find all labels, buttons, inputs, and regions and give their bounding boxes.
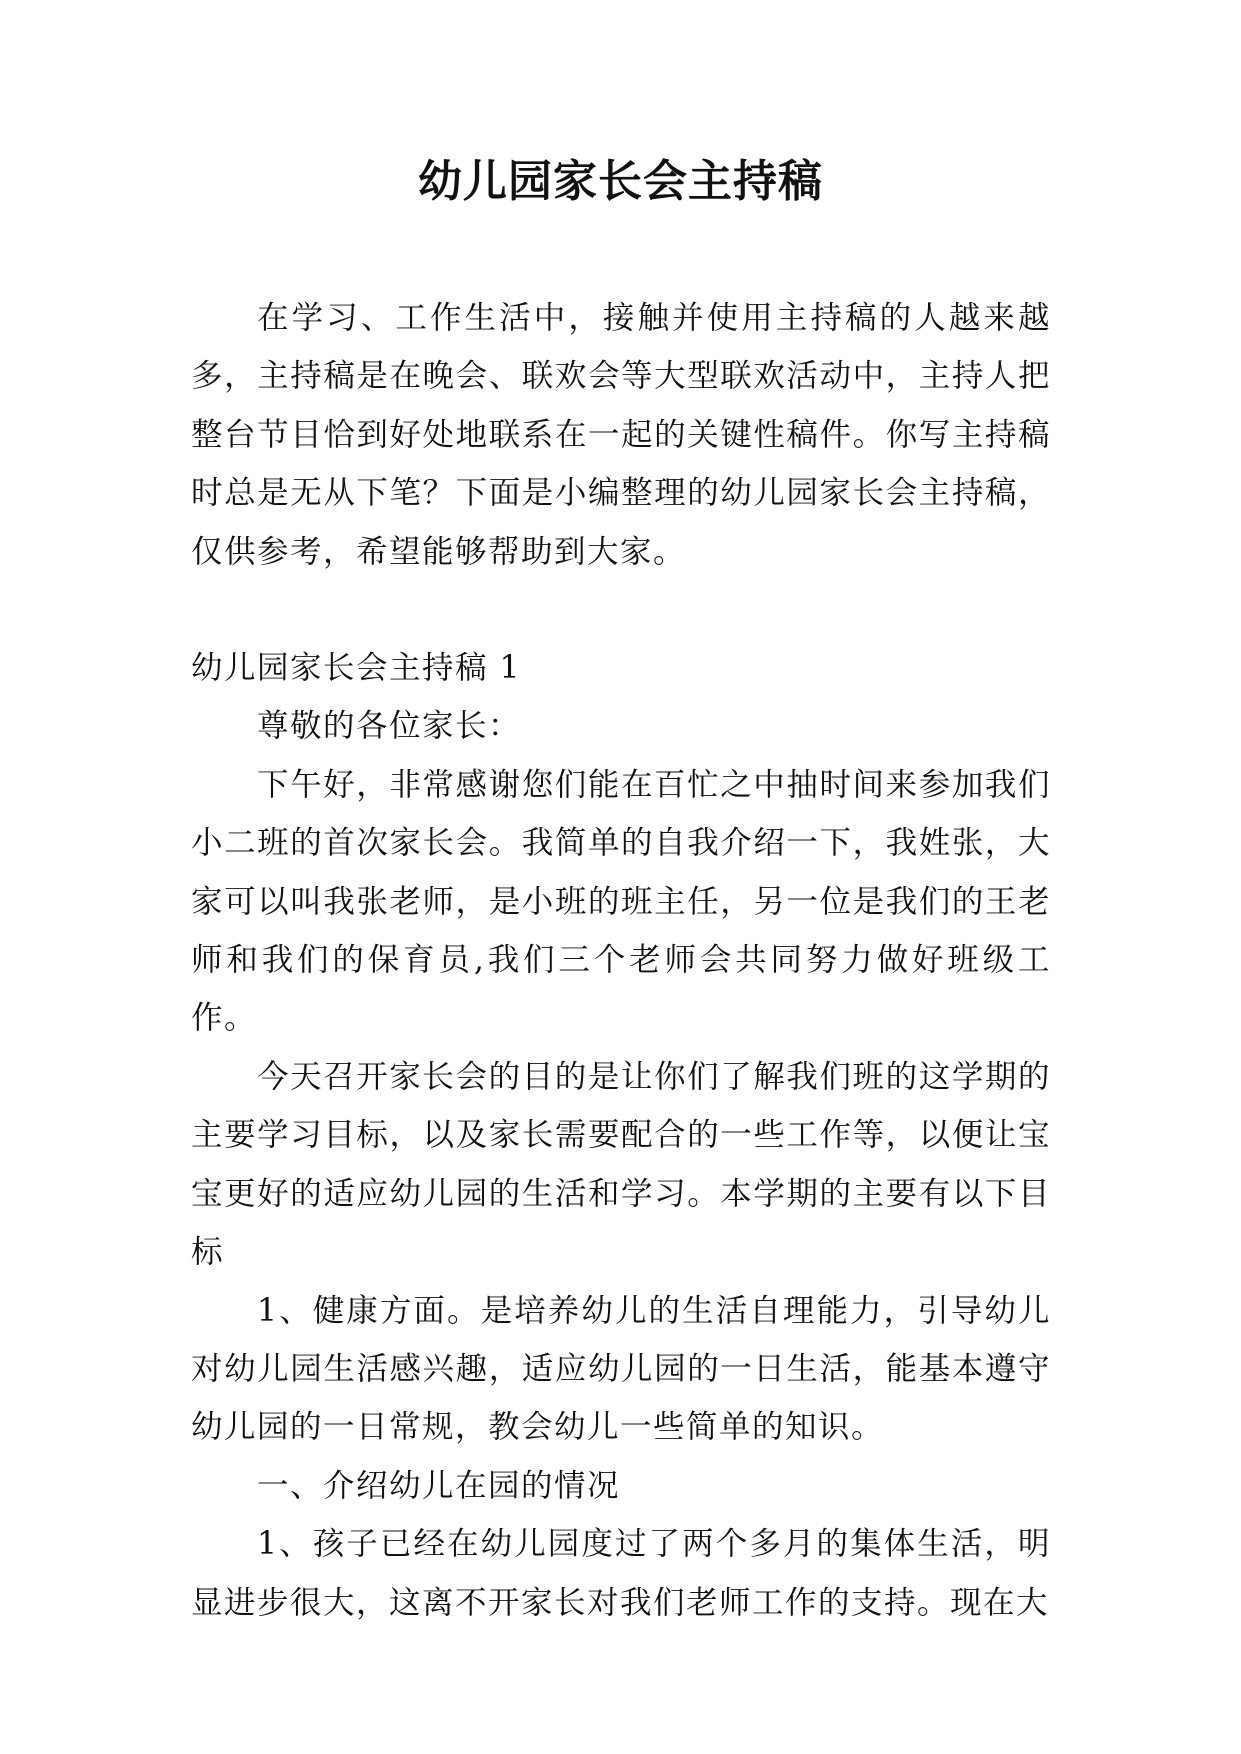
body-paragraph: 1、健康方面。是培养幼儿的生活自理能力，引导幼儿对幼儿园生活感兴趣，适应幼儿园的一日生活，能基本遵守幼儿园的一日常规，教会幼儿一些简单的知识。 (191, 1292, 1051, 1446)
body-paragraph: 下午好，非常感谢您们能在百忙之中抽时间来参加我们小二班的首次家长会。我简单的自我介绍一下，我姓张，大家可以叫我张老师，是小班的班主任，另一位是我们的王老师和我们的保育员,我们三个老师会共同努力做好班级工作。 (191, 766, 1051, 1037)
intro-paragraph: 在学习、工作生活中，接触并使用主持稿的人越来越多，主持稿是在晚会、联欢会等大型联欢活动中，主持人把整台节目恰到好处地联系在一起的关键性稿件。你写主持稿时总是无从下笔？下面是小编整理的幼儿园家长会主持稿，仅供参考，希望能够帮助到大家。 (191, 300, 1051, 570)
salutation: 尊敬的各位家长： (257, 708, 522, 745)
body-paragraph: 1、孩子已经在幼儿园度过了两个多月的集体生活，明显进步很大，这离不开家长对我们老师工作的支持。现在大 (191, 1526, 1051, 1621)
subsection-heading: 一、介绍幼儿在园的情况 (257, 1467, 621, 1504)
section-heading: 幼儿园家长会主持稿 1 (191, 650, 522, 687)
document-body (191, 289, 1051, 1632)
body-paragraph: 今天召开家长会的目的是让你们了解我们班的这学期的主要学习目标，以及家长需要配合的一些工作等，以便让宝宝更好的适应幼儿园的生活和学习。本学期的主要有以下目标 (191, 1058, 1051, 1271)
document-title: 幼儿园家长会主持稿 (418, 156, 823, 207)
